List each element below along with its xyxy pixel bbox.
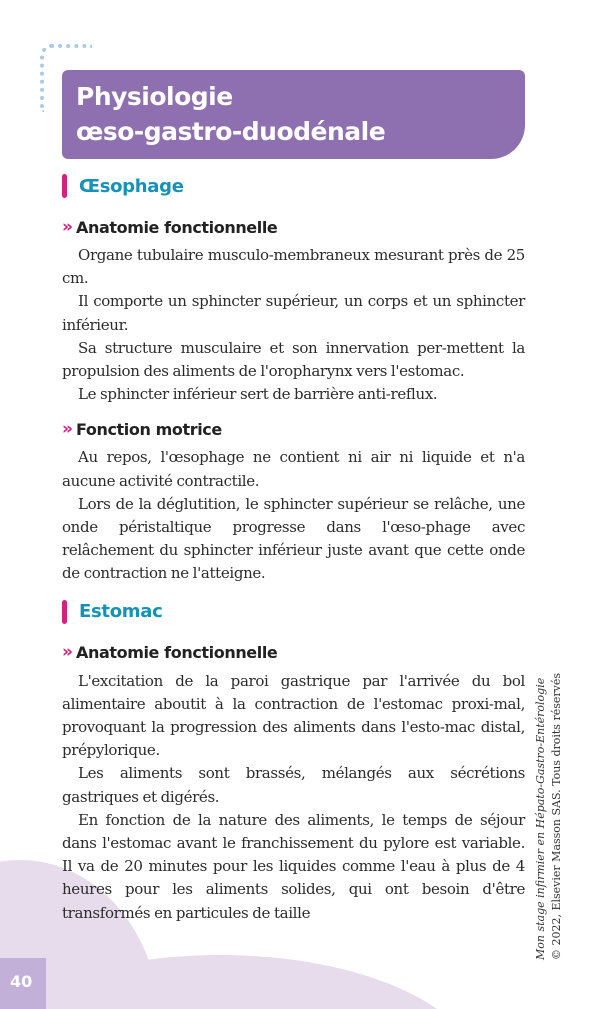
section-marker-bar [62, 174, 67, 198]
paragraph: Organe tubulaire musculo-membraneux mesurant près de 25 cm. [62, 246, 525, 288]
side-credit [533, 620, 565, 960]
paragraph-group [62, 244, 525, 406]
page-number: 40 [10, 972, 33, 991]
double-chevron-icon: » [62, 418, 73, 439]
double-chevron-icon: » [62, 642, 73, 663]
paragraph: Le sphincter inférieur sert de barrière anti-reflux. [78, 385, 438, 404]
paragraph: Lors de la déglutition, le sphincter supérieur se relâche, une onde péristaltique progresse dans l'œso-phage avec relâchement du sphincter inférieur juste avant que cette onde de contraction ne l'atteigne. [62, 494, 525, 583]
subheading-title: Anatomie fonctionnelle [75, 217, 278, 237]
subheading-fonction-motrice [62, 416, 525, 442]
paragraph: Il comporte un sphincter supérieur, un corps et un sphincter inférieur. [62, 292, 525, 334]
section-heading-oesophage [62, 172, 525, 200]
page-content [62, 172, 525, 935]
chapter-header [62, 70, 525, 159]
section-heading-estomac [62, 598, 525, 626]
copyright-notice: © 2022, Elsevier Masson SAS. Tous droits réservés [550, 673, 563, 960]
paragraph: En fonction de la nature des aliments, le temps de séjour dans l'estomac avant le franchissement du pylore est variable. Il va de 20 minutes pour les liquides comme l'eau à plus de 4 heures pour les aliments solides, qui ont besoin d'être transformés en particules de taille [62, 810, 525, 922]
book-title: Mon stage infirmier en Hépato-Gastro-Entérologie [534, 677, 547, 960]
subheading-title: Fonction motrice [75, 419, 222, 439]
paragraph: Au repos, l'œsophage ne contient ni air ni liquide et n'a aucune activité contractile. [62, 448, 525, 490]
paragraph-group [62, 446, 525, 585]
section-title: Œsophage [79, 175, 184, 197]
subheading-anatomie-estomac [62, 640, 525, 666]
subheading-title: Anatomie fonctionnelle [75, 643, 278, 663]
section-marker-bar [62, 600, 67, 624]
chapter-title-line-1: Physiologie [76, 82, 233, 111]
section-title: Estomac [79, 601, 163, 623]
paragraph: Les aliments sont brassés, mélangés aux sécrétions gastriques et digérés. [62, 764, 525, 806]
chapter-title-line-2: œso-gastro-duodénale [76, 117, 386, 146]
subheading-anatomie-oesophage [62, 214, 525, 240]
paragraph-group [62, 670, 525, 925]
paragraph: Sa structure musculaire et son innervation per-mettent la propulsion des aliments de l'oropharynx vers l'estomac. [62, 338, 525, 381]
paragraph: L'excitation de la paroi gastrique par l'arrivée du bol alimentaire aboutit à la contraction de l'estomac proxi-mal, provoquant la progression des aliments dans l'esto-mac distal, prépylorique. [62, 671, 525, 760]
double-chevron-icon: » [62, 216, 73, 237]
